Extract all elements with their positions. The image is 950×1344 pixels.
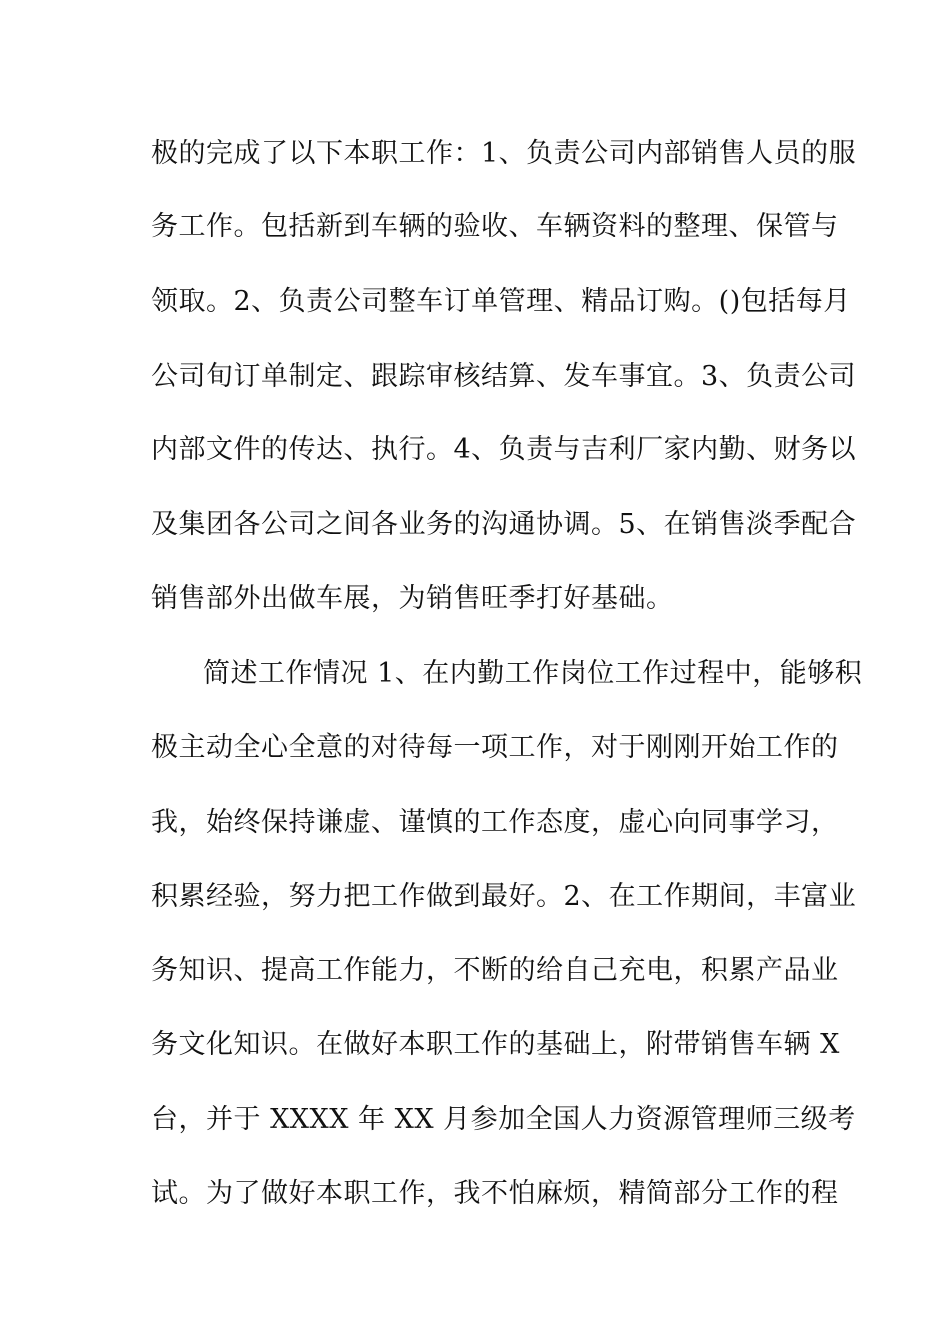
paragraph-start-line: 简述工作情况 1、在内勤工作岗位工作过程中，能够积 — [203, 658, 863, 689]
text-line: 销售部外出做车展，为销售旺季打好基础。 — [151, 583, 674, 614]
text-line: 务知识、提高工作能力，不断的给自己充电，积累产品业 — [151, 955, 839, 986]
text-line: 积累经验，努力把工作做到最好。2、在工作期间，丰富业 — [151, 881, 857, 912]
text-line: 及集团各公司之间各业务的沟通协调。5、在销售淡季配合 — [151, 509, 857, 540]
text-line: 务工作。包括新到车辆的验收、车辆资料的整理、保管与 — [151, 211, 839, 242]
text-line: 试。为了做好本职工作，我不怕麻烦，精简部分工作的程 — [151, 1178, 839, 1209]
text-line: 台，并于 XXXX 年 XX 月参加全国人力资源管理师三级考 — [151, 1104, 856, 1135]
text-line: 公司旬订单制定、跟踪审核结算、发车事宜。3、负责公司 — [151, 361, 857, 392]
text-line: 我，始终保持谦虚、谨慎的工作态度，虚心向同事学习， — [151, 807, 839, 838]
text-line: 务文化知识。在做好本职工作的基础上，附带销售车辆 X — [151, 1029, 840, 1060]
text-line: 极主动全心全意的对待每一项工作，对于刚刚开始工作的 — [151, 732, 839, 763]
text-line: 内部文件的传达、执行。4、负责与吉利厂家内勤、财务以 — [151, 434, 857, 465]
text-line: 领取。2、负责公司整车订单管理、精品订购。()包括每月 — [151, 286, 851, 317]
text-line: 极的完成了以下本职工作：1、负责公司内部销售人员的服 — [151, 138, 857, 169]
